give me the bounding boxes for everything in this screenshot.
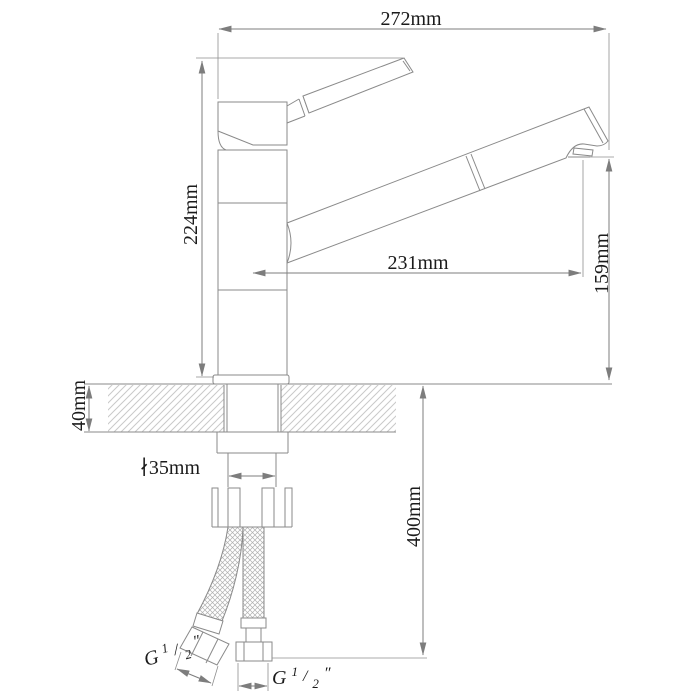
dimension-272-label: 272mm — [380, 8, 442, 30]
hose-ferrule-right — [241, 618, 266, 628]
lever-bar — [303, 58, 413, 113]
faucet-body-column — [218, 150, 287, 375]
dimension-159-label: 159mm — [591, 232, 613, 294]
mounting-washer — [217, 432, 288, 453]
countertop-section — [84, 384, 612, 432]
mounting-shank-lower — [228, 453, 276, 487]
dimension-400-label: 400mm — [403, 485, 425, 547]
dimension-35-label: ∤35mm — [139, 457, 200, 479]
dimension-224-label: 224mm — [180, 183, 202, 245]
lever-neck — [287, 99, 305, 123]
braided-hose-right — [243, 527, 264, 618]
hose-tube-right — [246, 628, 261, 642]
faucet — [213, 58, 608, 384]
dimension-231-label: 231mm — [387, 252, 449, 274]
hose-connector-right — [236, 642, 272, 661]
mixer-head — [218, 102, 287, 150]
dimension-thread-right — [238, 659, 331, 693]
dimension-hole-diameter — [139, 457, 275, 479]
countertop-hatch-left — [108, 385, 224, 432]
dimension-counter-thickness — [68, 379, 90, 431]
castellated-mounting-nut — [212, 488, 292, 527]
base-plate — [213, 375, 289, 384]
dimension-spout-height — [590, 157, 614, 380]
thread-label-left: G $^1$ $_/$ $_2$ ″ — [141, 632, 203, 671]
spout — [287, 107, 608, 263]
countertop-hatch-right — [281, 385, 396, 432]
braided-hose-left — [197, 527, 243, 621]
handle-lever — [287, 58, 413, 123]
thread-label-right: G $^1$ $_/$ $_2$ ″ — [272, 664, 331, 691]
mounting-shank-upper — [227, 384, 278, 432]
dimension-40-label: 40mm — [68, 379, 90, 431]
mounting-hole-edges — [224, 385, 281, 432]
